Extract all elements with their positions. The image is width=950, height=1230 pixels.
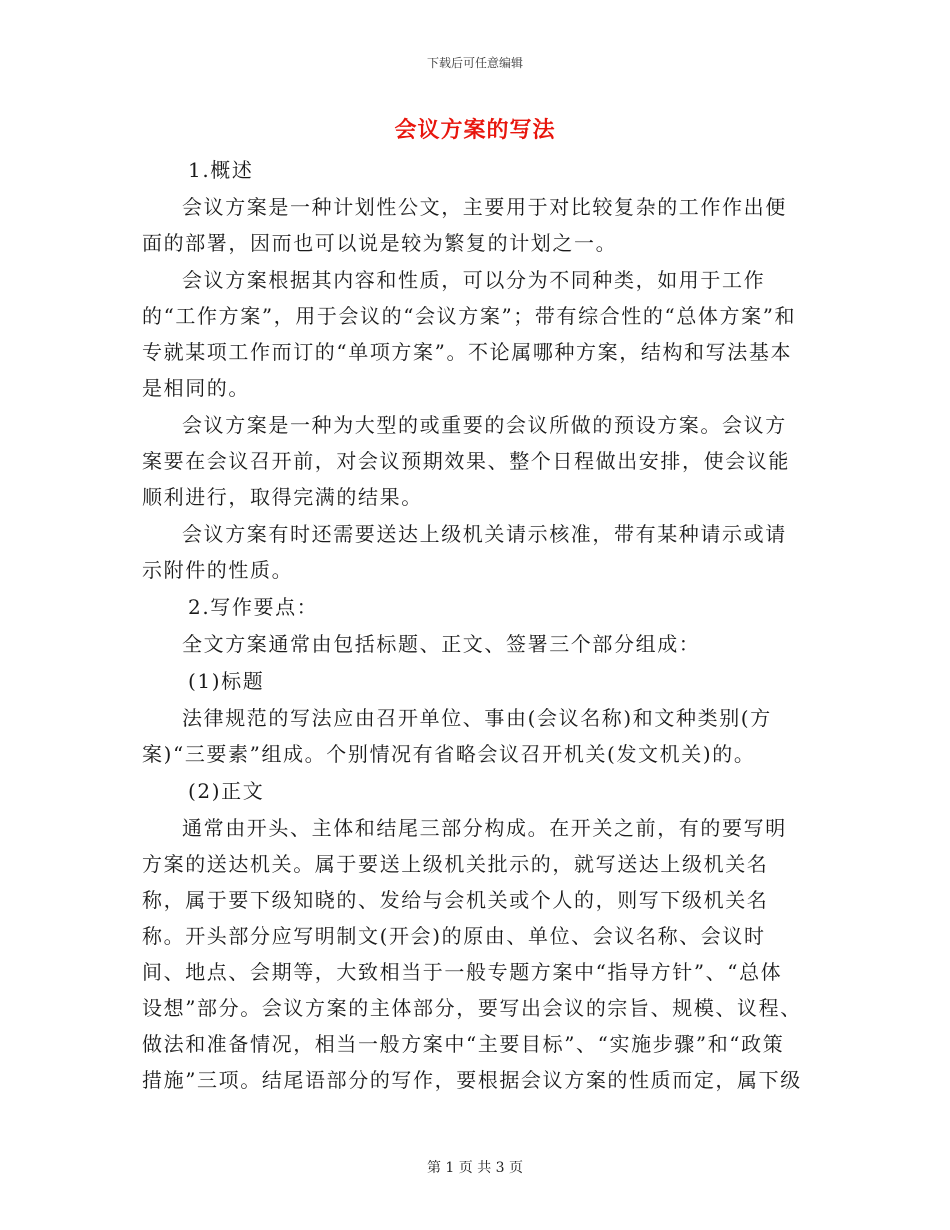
- document-title: 会议方案的写法: [394, 117, 556, 143]
- paragraph: 法律规范的写法应由召开单位、事由(会议名称)和文种类别(方案)“三要素”组成。个别情况有省略会议召开机关(发文机关)的。: [142, 706, 772, 766]
- page-number: 第 1 页 共 3 页: [426, 1160, 524, 1176]
- section-heading-writing-points: 2.写作要点：: [188, 595, 319, 619]
- paragraph: 会议方案有时还需要送达上级机关请示核准，带有某种请示或请示附件的性质。: [142, 522, 787, 582]
- subsection-heading-title: (1)标题: [188, 669, 265, 693]
- subsection-heading-body: (2)正文: [188, 779, 265, 803]
- paragraph: 通常由开头、主体和结尾三部分构成。在开关之前，有的要写明方案的送达机关。属于要送上级机关批示的，就写送达上级机关名称，属于要下级知晓的、发给与会机关或个人的，则写下级机关名称。开头部分应写明制文(开会)的原由、单位、会议名称、会议时间、地点、会期等，大致相当于一般专题方案中“指导方针”、“总体设想”部分。会议方案的主体部分，要写出会议的宗旨、规模、议程、做法和准备情况，相当一般方案中“主要目标”、“实施步骤”和“政策措施”三项。结尾语部分的写作，要根据会议方案的性质而定，属下级: [142, 816, 802, 1092]
- paragraph: 会议方案是一种为大型的或重要的会议所做的预设方案。会议方案要在会议召开前，对会议预期效果、整个日程做出安排，使会议能顺利进行，取得完满的结果。: [142, 413, 790, 509]
- section-heading-overview: 1.概述: [188, 158, 254, 182]
- paragraph: 会议方案是一种计划性公文，主要用于对比较复杂的工作作出便面的部署，因而也可以说是较为繁复的计划之一。: [142, 195, 787, 255]
- paragraph: 全文方案通常由包括标题、正文、签署三个部分组成：: [182, 632, 701, 656]
- page-header-note: 下载后可任意编辑: [426, 56, 523, 70]
- paragraph: 会议方案根据其内容和性质，可以分为不同种类，如用于工作的“工作方案”，用于会议的“会议方案”；带有综合性的“总体方案”和专就某项工作而订的“单项方案”。不论属哪种方案，结构和写法基本是相同的。: [142, 268, 797, 400]
- document-body: [142, 152, 802, 1098]
